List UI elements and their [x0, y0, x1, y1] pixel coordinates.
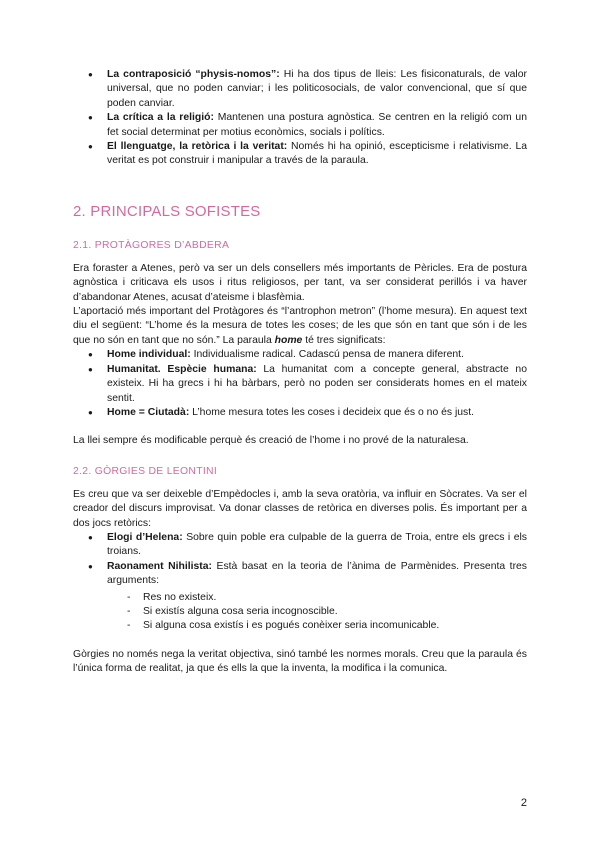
bullet-text: Sobre quin poble era culpable de la guerra de Troia, entre els grecs i els troians.	[107, 531, 528, 558]
gorgies-closing: Gòrgies no només nega la veritat objectiva, sinó també les normes morals. Creu que la paraula és l’única forma de realitat, ja que és ells la que la inventa, la modifica i la comunica.	[73, 648, 527, 675]
bullet-text: L’home mesura totes les coses i decideix que és o no és just.	[189, 406, 475, 418]
bullet-term: Humanitat. Espècie humana:	[107, 363, 257, 375]
bullet-text: Està basat en la teoria de l’ànima de Parmènides. Presenta tres arguments:	[107, 560, 528, 587]
paragraph-text: té tres significats:	[302, 334, 386, 346]
bullet-text: Només hi ha opinió, escepticisme i relativisme. La veritat es pot construir i manipular a través de la paraula.	[107, 141, 528, 167]
gorgies-paragraph: Es creu que va ser deixeble d’Empèdocles i, amb la seva oratòria, va influir en Sòcrates. Va ser el creador del discurs improvisat. Va donar classes de retòrica en diverses polis. És important per a dos jocs retòrics:	[73, 488, 527, 529]
list-item	[73, 140, 527, 169]
bullet-term: Elogi d’Helena:	[107, 531, 183, 543]
bullet-term: Home individual:	[107, 349, 191, 361]
bullet-text: Individualisme radical. Cadascú pensa de manera diferent.	[190, 349, 464, 361]
bullet-term: La contraposició “physis-nomos”:	[107, 69, 280, 80]
bullet-text: Hi ha dos tipus de lleis: Les fisiconaturals, de valor universal, que no poden canviar; i les politicosocials, de valor convencional, que sí que poden canviar.	[107, 69, 527, 109]
bullet-text: Mantenen una postura agnòstica. Se centren en la religió com un fet social determinat per motius econòmics, socials i polítics.	[107, 112, 527, 138]
list-item	[73, 348, 527, 362]
gorgies-arguments-list	[73, 591, 527, 634]
bullet-term: Home = Ciutadà:	[107, 406, 190, 418]
list-item	[73, 406, 527, 420]
section-title: 2. PRINCIPALS SOFISTES	[73, 202, 261, 220]
gorgies-heading: 2.2. GÒRGIES DE LEONTINI	[73, 465, 218, 477]
list-item	[73, 560, 527, 589]
protagores-heading: 2.1. PROTÀGORES D’ABDERA	[73, 239, 230, 251]
bullet-term: Raonament Nihilista:	[107, 560, 212, 572]
page-number: 2	[520, 797, 527, 809]
list-item: - Si alguna cosa existís i es pogués conèixer seria incomunicable.	[73, 619, 527, 633]
list-item: - Res no existeix.	[73, 591, 527, 605]
emphasis-home: home	[274, 334, 303, 346]
list-item	[73, 111, 527, 140]
list-item	[73, 68, 527, 111]
list-item	[73, 363, 527, 406]
intro-bullet-list	[73, 68, 527, 169]
bullet-text: La humanitat com a concepte general, abstracte no existeix. Hi ha grecs i hi ha bàrbars, però no poden ser considerats homes en el mateix sentit.	[107, 363, 527, 404]
protagores-paragraph-aportacio	[73, 305, 527, 348]
paragraph-text: L’aportació més important del Protàgores és “l’antrophon metron” (l’home mesura). En aquest text diu el següent: “L’home és la mesura de totes les coses; de les que són en tant que són i de les que no són en tant que no són.” La paraula	[73, 306, 527, 346]
list-item	[73, 531, 527, 560]
bullet-term: El llenguatge, la retòrica i la veritat:	[107, 141, 288, 153]
protagores-meanings-list	[73, 348, 527, 420]
gorgies-games-list	[73, 531, 527, 589]
page-content	[73, 68, 527, 677]
protagores-closing: La llei sempre és modificable perquè és creació de l’home i no prové de la naturalesa.	[73, 435, 469, 447]
bullet-term: La crítica a la religió:	[107, 112, 214, 124]
protagores-paragraph: Era foraster a Atenes, però va ser un dels consellers més importants de Pèricles. Era de postura agnòstica i criticava els usos i ritus religiosos, per tant, va ser considerat perillós i va haver d’abandonar Atenes, acusat d’ateisme i blasfèmia.	[73, 262, 527, 303]
list-item: - Si existís alguna cosa seria incognoscible.	[73, 605, 527, 619]
